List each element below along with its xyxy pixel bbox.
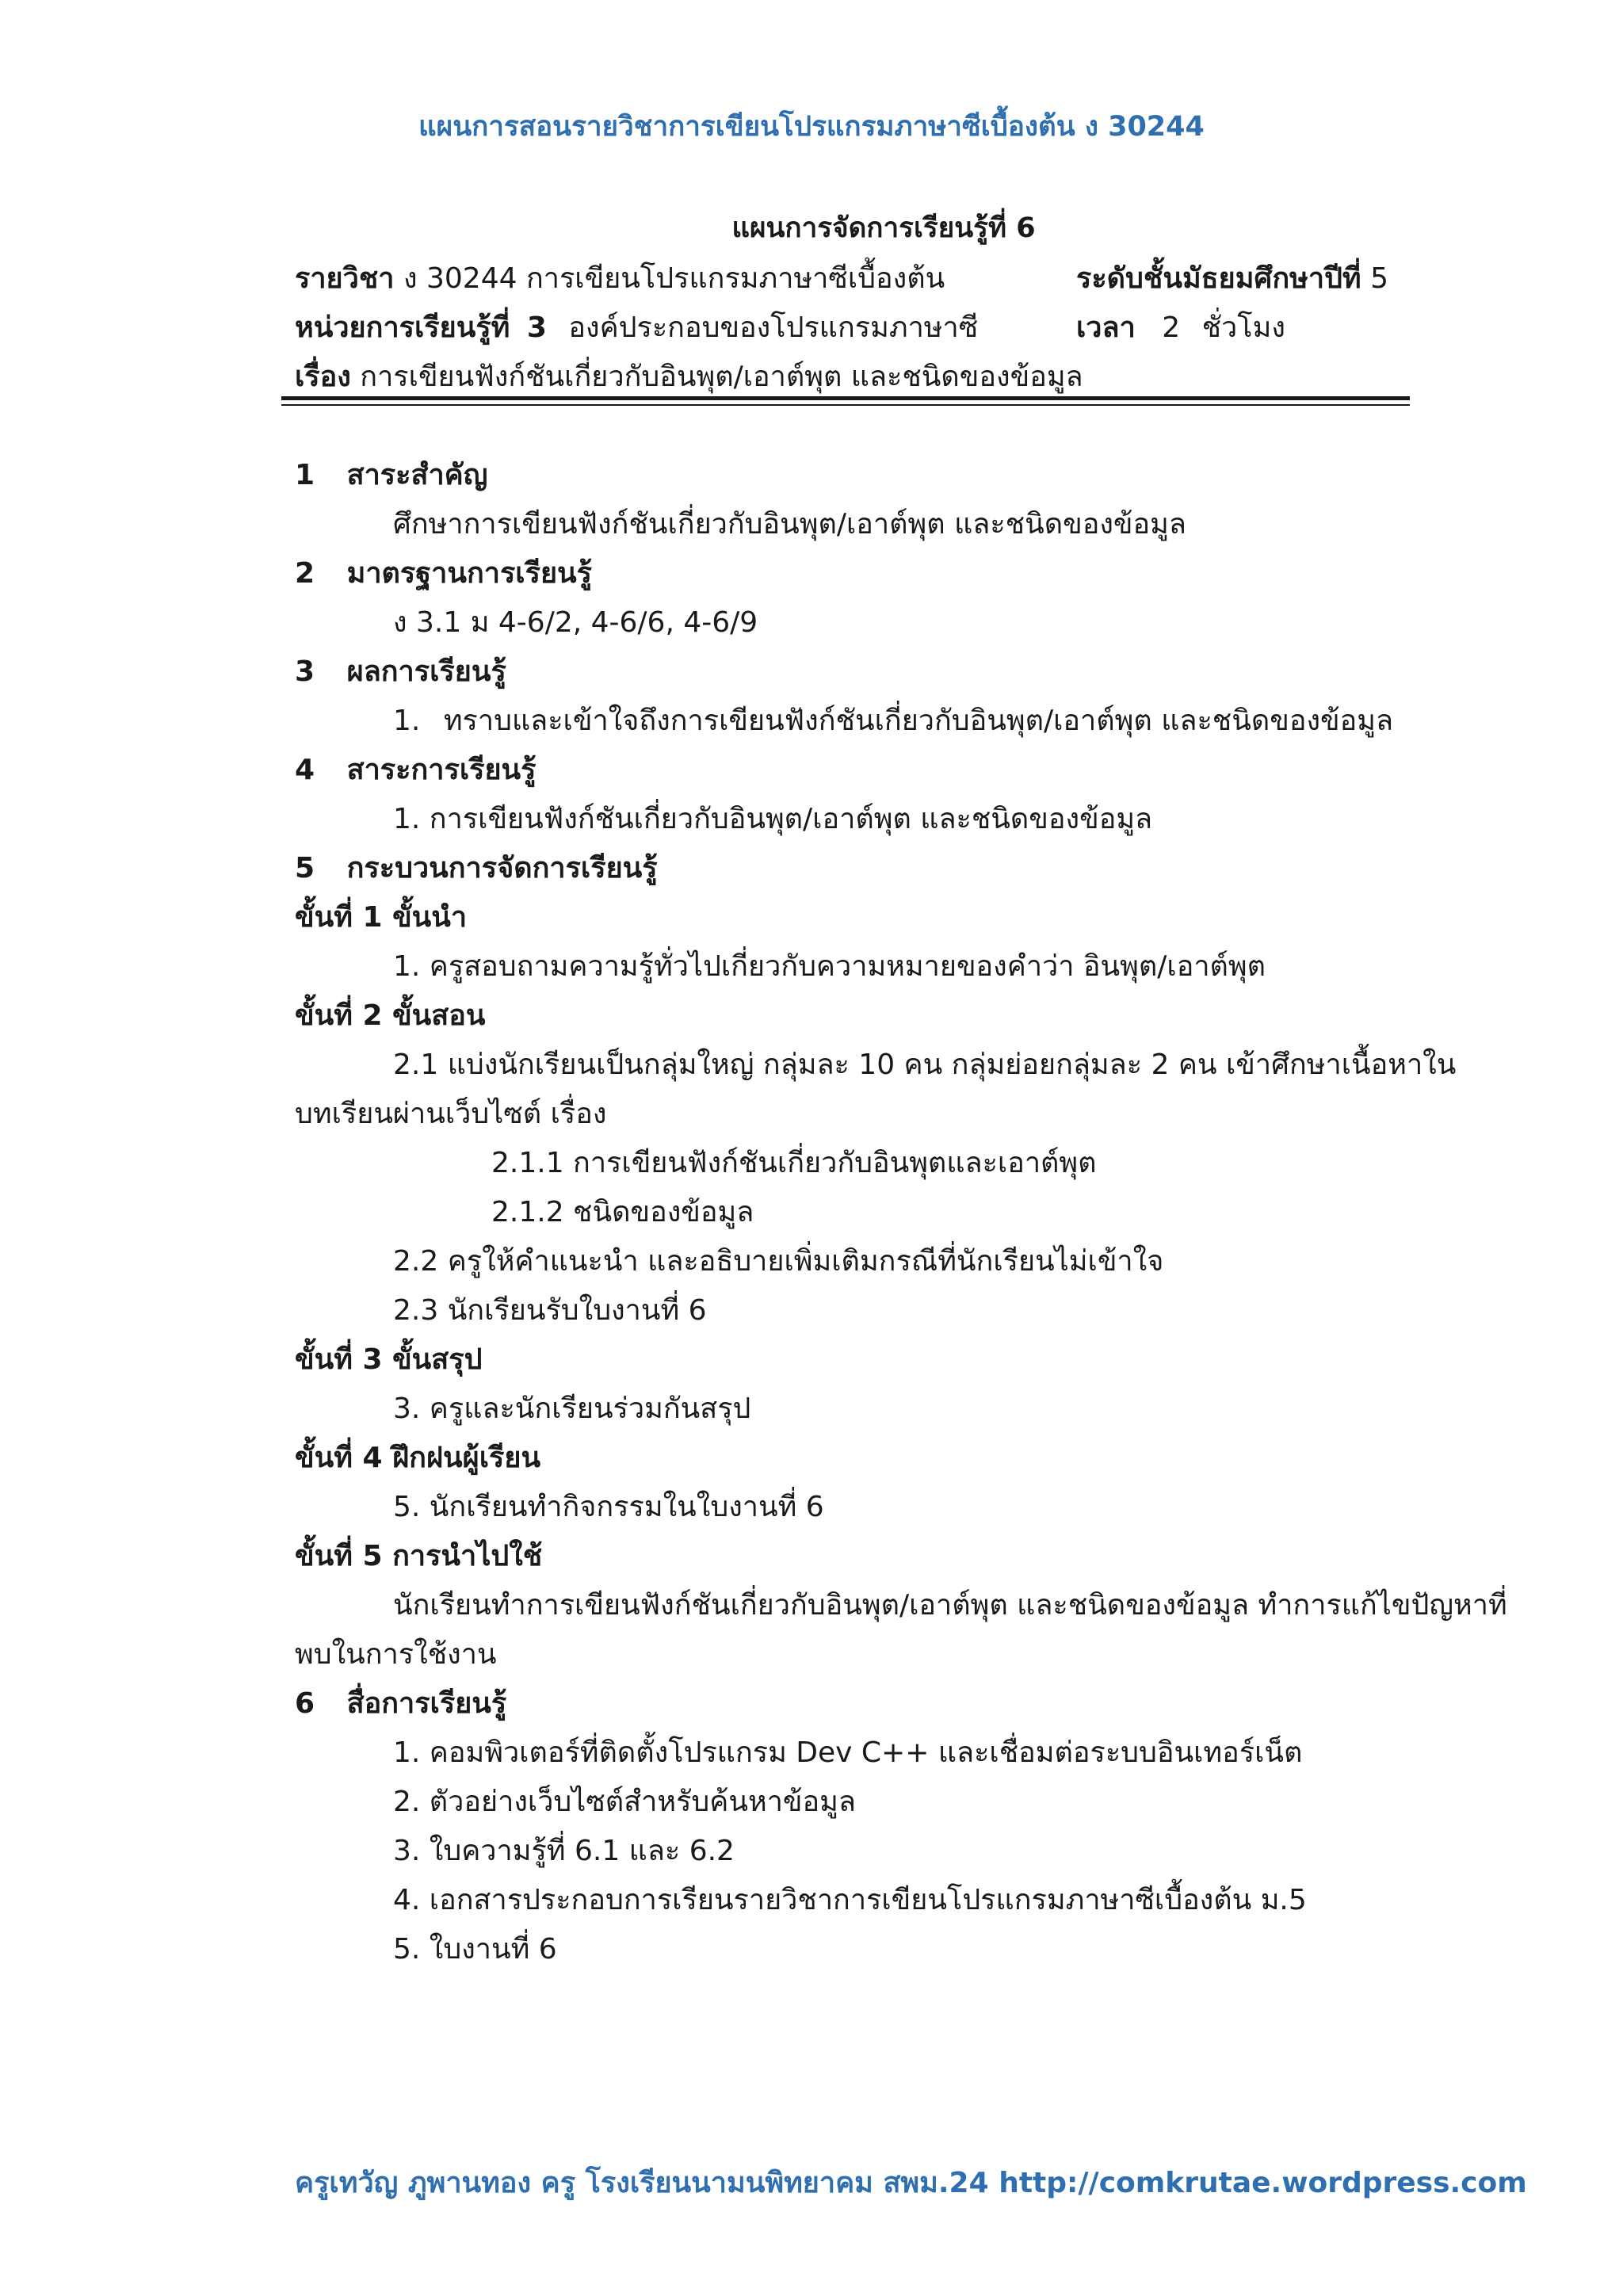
section-1-heading [295, 452, 487, 497]
subject-value: ง 30244 การเขียนโปรแกรมภาษาซีเบื้องต้น [403, 262, 945, 295]
section-3-item-number: 1. [393, 705, 421, 737]
step-3-title: ขั้นที่ 3 ขั้นสรุป [295, 1343, 483, 1376]
section-3-title: ผลการเรียนรู้ [346, 655, 506, 688]
unit-number: 3 [526, 311, 547, 344]
section-4-heading [295, 747, 537, 792]
section-1-number: 1 [295, 459, 315, 491]
subject-label: รายวิชา [295, 262, 395, 295]
section-5-heading [295, 845, 658, 890]
section-2-title: มาตรฐานการเรียนรู้ [346, 557, 592, 590]
topic-label: เรื่อง [295, 361, 351, 393]
unit-label: หน่วยการเรียนรู้ที่ [295, 311, 510, 344]
time-label: เวลา [1076, 311, 1136, 344]
section-6-heading [295, 1680, 506, 1725]
level-label: ระดับชั้นมัธยมศึกษาปีที่ [1076, 262, 1361, 295]
time-unit: ชั่วโมง [1201, 311, 1285, 344]
header-divider-thin [281, 404, 1410, 406]
step-2-item-1-continued: บทเรียนผ่านเว็บไซต์ เรื่อง [295, 1098, 607, 1130]
section-2-heading [295, 550, 592, 595]
topic-line [295, 353, 1083, 399]
section-1-text: ศึกษาการเขียนฟังก์ชันเกี่ยวกับอินพุต/เอาต์พุต และชนิดของข้อมูล [393, 508, 1186, 541]
section-4-item: 1. การเขียนฟังก์ชันเกี่ยวกับอินพุต/เอาต์พุต และชนิดของข้อมูล [393, 803, 1153, 835]
time-value: 2 [1162, 311, 1181, 344]
unit-line [295, 304, 978, 350]
section-6-number: 6 [295, 1687, 315, 1720]
step-5-text-continued: พบในการใช้งาน [295, 1638, 497, 1671]
step-2-title: ขั้นที่ 2 ขั้นสอน [295, 999, 486, 1032]
section-6-title: สื่อการเรียนรู้ [346, 1687, 507, 1720]
plan-title: แผนการจัดการเรียนรู้ที่ 6 [731, 212, 1036, 244]
section-5-number: 5 [295, 852, 315, 884]
section-4-number: 4 [295, 754, 315, 786]
section-2-text: ง 3.1 ม 4-6/2, 4-6/6, 4-6/9 [393, 606, 758, 639]
step-5-title: ขั้นที่ 5 การนำไปใช้ [295, 1540, 543, 1572]
media-item: 5. ใบงานที่ 6 [393, 1933, 557, 1966]
step-2-subitem-2: 2.1.2 ชนิดของข้อมูล [491, 1196, 754, 1228]
step-4-item: 5. นักเรียนทำกิจกรรมในใบงานที่ 6 [393, 1491, 824, 1523]
section-2-number: 2 [295, 557, 315, 590]
level-line [1076, 255, 1388, 300]
step-5-text: นักเรียนทำการเขียนฟังก์ชันเกี่ยวกับอินพุต/เอาต์พุต และชนิดของข้อมูล ทำการแก้ไขปัญหาที่ [393, 1589, 1507, 1622]
time-line [1076, 304, 1285, 350]
section-3-heading [295, 648, 506, 693]
topic-value: การเขียนฟังก์ชันเกี่ยวกับอินพุต/เอาต์พุต และชนิดของข้อมูล [360, 361, 1083, 393]
step-1-title: ขั้นที่ 1 ขั้นนำ [295, 901, 468, 934]
section-3-number: 3 [295, 655, 315, 688]
section-5-title: กระบวนการจัดการเรียนรู้ [346, 852, 658, 884]
media-item: 3. ใบความรู้ที่ 6.1 และ 6.2 [393, 1835, 735, 1867]
section-1-title: สาระสำคัญ [346, 459, 488, 491]
header-divider-thick [281, 396, 1410, 400]
section-3-item-text: ทราบและเข้าใจถึงการเขียนฟังก์ชันเกี่ยวกับอินพุต/เอาต์พุต และชนิดของข้อมูล [443, 705, 1394, 737]
level-value: 5 [1370, 262, 1389, 295]
step-2-item-1: 2.1 แบ่งนักเรียนเป็นกลุ่มใหญ่ กลุ่มละ 10 คน กลุ่มย่อยกลุ่มละ 2 คน เข้าศึกษาเนื้อหาใน [393, 1049, 1457, 1081]
step-3-item: 3. ครูและนักเรียนร่วมกันสรุป [393, 1392, 751, 1425]
section-4-title: สาระการเรียนรู้ [346, 754, 537, 786]
step-2-item-3: 2.3 นักเรียนรับใบงานที่ 6 [393, 1294, 707, 1327]
section-3-item [393, 697, 1393, 743]
unit-value: องค์ประกอบของโปรแกรมภาษาซี [568, 311, 979, 344]
media-item: 2. ตัวอย่างเว็บไซต์สำหรับค้นหาข้อมูล [393, 1786, 856, 1818]
page-footer: ครูเทวัญ ภูพานทอง ครู โรงเรียนนามนพิทยาคม สพม.24 http://comkrutae.wordpress.com [295, 2167, 1527, 2199]
media-item: 1. คอมพิวเตอร์ที่ติดตั้งโปรแกรม Dev C++ และเชื่อมต่อระบบอินเทอร์เน็ต [393, 1736, 1303, 1769]
step-1-item: 1. ครูสอบถามความรู้ทั่วไปเกี่ยวกับความหมายของคำว่า อินพุต/เอาต์พุต [393, 950, 1266, 983]
document-header-title: แผนการสอนรายวิชาการเขียนโปรแกรมภาษาซีเบื้องต้น ง 30244 [418, 111, 1205, 143]
subject-line [295, 255, 945, 300]
step-2-item-2: 2.2 ครูให้คำแนะนำ และอธิบายเพิ่มเติมกรณีที่นักเรียนไม่เข้าใจ [393, 1245, 1164, 1278]
step-2-subitem-1: 2.1.1 การเขียนฟังก์ชันเกี่ยวกับอินพุตและเอาต์พุต [491, 1147, 1097, 1179]
step-4-title: ขั้นที่ 4 ฝึกฝนผู้เรียน [295, 1442, 541, 1474]
media-item: 4. เอกสารประกอบการเรียนรายวิชาการเขียนโปรแกรมภาษาซีเบื้องต้น ม.5 [393, 1884, 1307, 1916]
